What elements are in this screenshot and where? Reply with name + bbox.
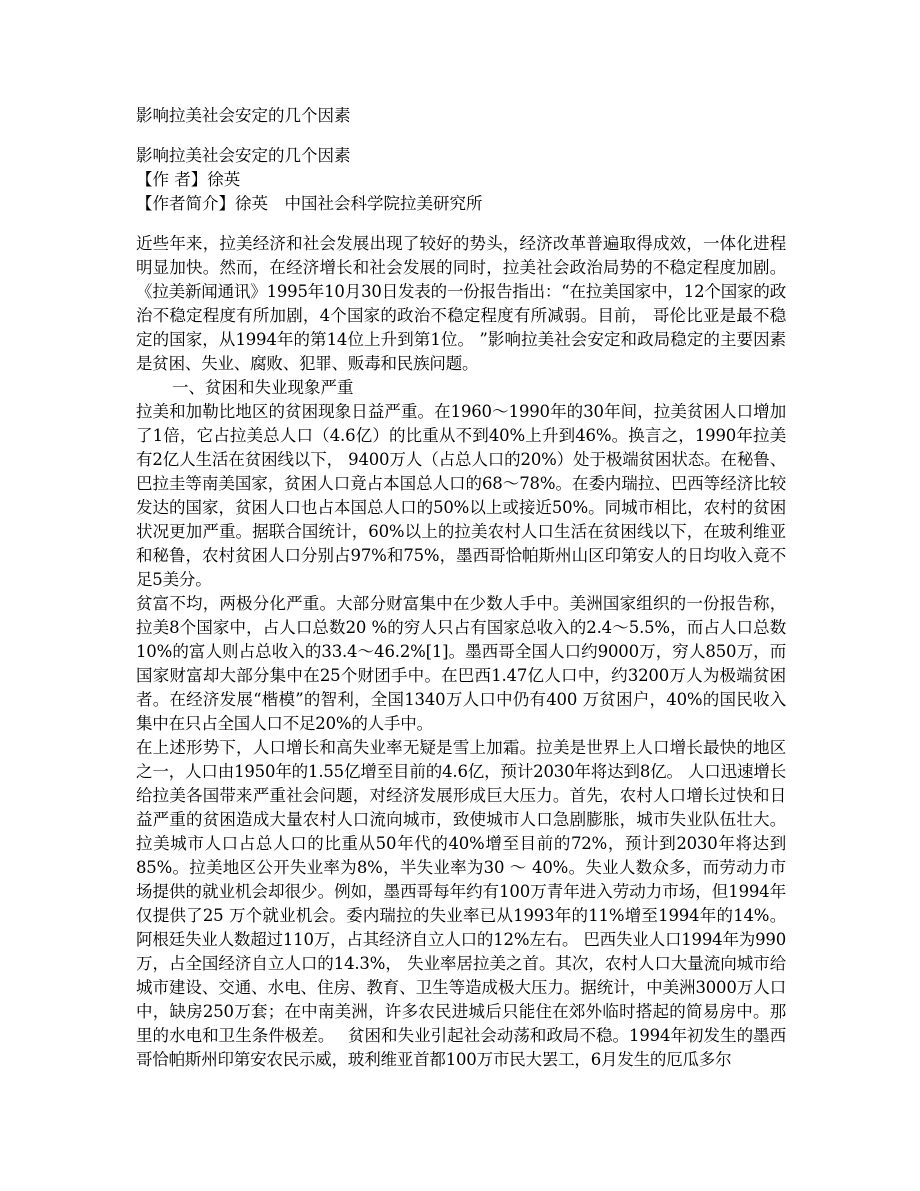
article-title: 影响拉美社会安定的几个因素 [136, 146, 351, 165]
author-bio-line: 【作者简介】徐英 中国社会科学院拉美研究所 [136, 194, 483, 213]
author-line: 【作 者】徐英 [136, 170, 241, 189]
article-body [136, 232, 786, 1072]
section-heading: 一、贫困和失业现象严重 [172, 378, 354, 397]
body-paragraph: 拉美和加勒比地区的贫困现象日益严重。在1960～1990年的30年间，拉美贫困人口增加了1倍，它占拉美总人口（4.6亿）的比重从不到40%上升到46%。换言之，1990年拉美有2亿人生活在贫困线以下， 9400万人（占总人口的20%）处于极端贫困状态。在秘鲁、巴拉圭等南美国家，贫困人口竟占本国总人口的68～78%。在委内瑞拉、巴西等经济比较发达的国家，贫困人口也占本国总人口的50%以上或接近50%。同城市相比，农村的贫困状况更加严重。据联合国统计，60%以上的拉美农村人口生活在贫困线以下，在玻利维亚和秘鲁，农村贫困人口分别占97%和75%，墨西哥恰帕斯州山区印第安人的日均收入竟不足5美分。 [136, 402, 786, 589]
document-page [136, 104, 786, 1072]
page-title: 影响拉美社会安定的几个因素 [136, 106, 351, 125]
body-paragraph: 贫富不均，两极分化严重。大部分财富集中在少数人手中。美洲国家组织的一份报告称，拉美8个国家中，占人口总数20 %的穷人只占有国家总收入的2.4～5.5%，而占人口总数10%的富人则占总收入的33.4～46.2%[1]。墨西哥全国人口约9000万，穷人850万，而国家财富却大部分集中在25个财团手中。在巴西1.47亿人口中，约3200万人为极端贫困者。在经济发展“楷模”的智利，全国1340万人口中仍有400 万贫困户，40%的国民收入集中在只占全国人口不足20%的人手中。 [136, 594, 786, 733]
article-header [136, 144, 786, 216]
intro-paragraph: 近些年来，拉美经济和社会发展出现了较好的势头，经济改革普遍取得成效，一体化进程明显加快。然而，在经济增长和社会发展的同时，拉美社会政治局势的不稳定程度加剧。《拉美新闻通讯》1995年10月30日发表的一份报告指出：“在拉美国家中，12个国家的政治不稳定程度有所加剧，4个国家的政治不稳定程度有所减弱。目前， 哥伦比亚是最不稳定的国家，从1994年的第14位上升到第1位。 ”影响拉美社会安定和政局稳定的主要因素是贫困、失业、腐败、犯罪、贩毒和民族问题。 [136, 234, 786, 373]
body-paragraph: 在上述形势下，人口增长和高失业率无疑是雪上加霜。拉美是世界上人口增长最快的地区之一，人口由1950年的1.55亿增至目前的4.6亿，预计2030年将达到8亿。 人口迅速增长给拉美各国带来严重社会问题，对经济发展形成巨大压力。首先，农村人口增长过快和日益严重的贫困造成大量农村人口流向城市，致使城市人口急剧膨胀，城市失业队伍壮大。拉美城市人口占总人口的比重从50年代的40%增至目前的72%，预计到2030年将达到85%。拉美地区公开失业率为8%，半失业率为30 ～ 40%。失业人数众多，而劳动力市场提供的就业机会却很少。例如，墨西哥每年约有100万青年进入劳动力市场，但1994年仅提供了25 万个就业机会。委内瑞拉的失业率已从1993年的11%增至1994年的14%。阿根廷失业人数超过110万，占其经济自立人口的12%左右。 巴西失业人口1994年为990万，占全国经济自立人口的14.3%， 失业率居拉美之首。其次，农村人口大量流向城市给城市建设、交通、水电、住房、教育、卫生等造成极大压力。据统计，中美洲3000万人口中，缺房250万套；在中南美洲，许多农民进城后只能住在郊外临时搭起的简易房中。那里的水电和卫生条件极差。 贫困和失业引起社会动荡和政局不稳。1994年初发生的墨西哥恰帕斯州印第安农民示威，玻利维亚首都100万市民大罢工，6月发生的厄瓜多尔 [136, 738, 786, 1069]
